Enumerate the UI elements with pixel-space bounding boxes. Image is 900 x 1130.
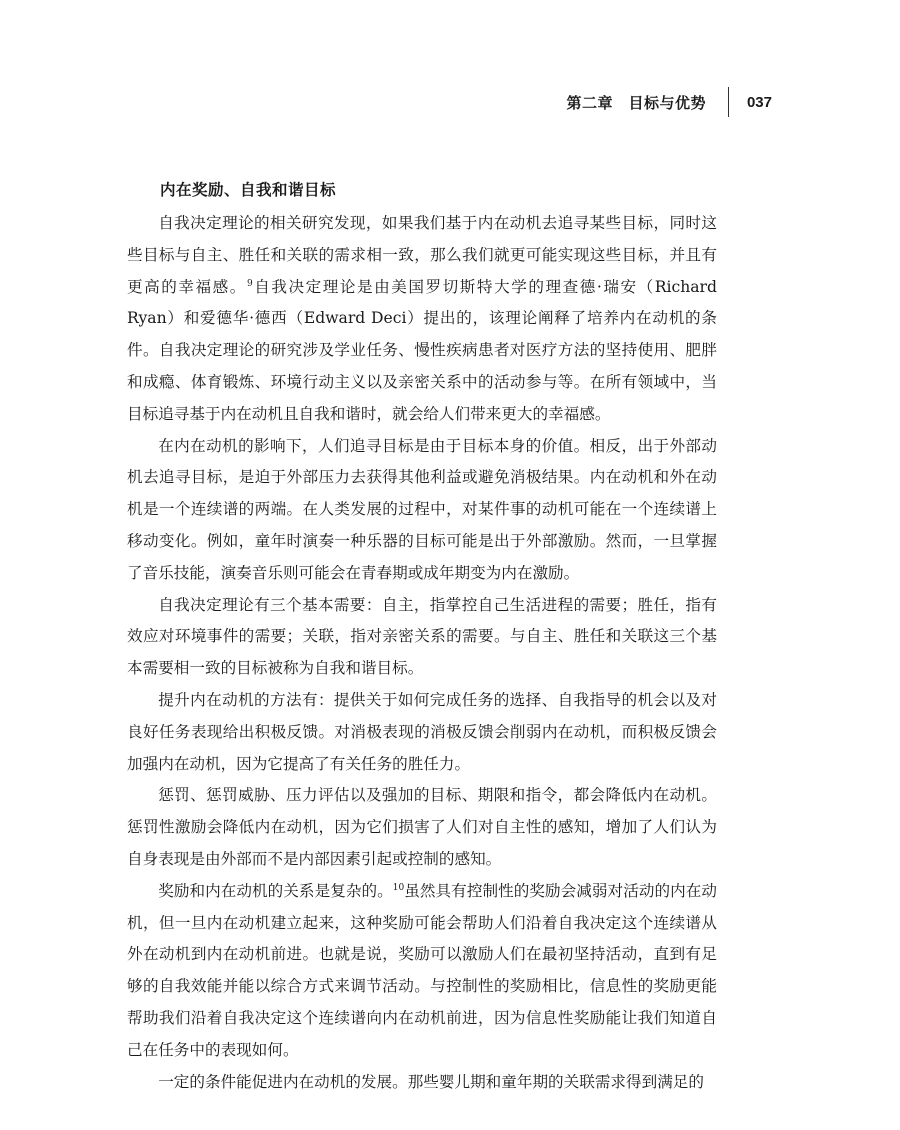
paragraph-3: 自我决定理论有三个基本需要：自主，指掌控自己生活进程的需要；胜任，指有效应对环境事件的需要；关联，指对亲密关系的需要。与自主、胜任和关联这三个基本需要相一致的目标被称为自我和谐目标。 — [127, 595, 717, 678]
paragraph-1 — [127, 208, 717, 431]
paragraph-2: 在内在动机的影响下，人们追寻目标是由于目标本身的价值。相反，出于外部动机去追寻目标，是迫于外部压力去获得其他利益或避免消极结果。内在动机和外在动机是一个连续谱的两端。在人类发展的过程中，对某件事的动机可能在一个连续谱上移动变化。例如，童年时演奏一种乐器的目标可能是出于外部激励。然而，一旦掌握了音乐技能，演奏音乐则可能会在青春期或成年期变为内在激励。 — [127, 436, 717, 582]
footnote-ref-10: 10 — [392, 882, 405, 893]
page-number: 037 — [746, 93, 772, 111]
paragraph-4: 提升内在动机的方法有：提供关于如何完成任务的选择、自我指导的机会以及对良好任务表现给出积极反馈。对消极表现的消极反馈会削弱内在动机，而积极反馈会加强内在动机，因为它提高了有关任务的胜任力。 — [127, 690, 717, 773]
paragraph-1-text-b: 自我决定理论是由美国罗切斯特大学的理查德·瑞安（Richard Ryan）和爱德华·德西（Edward Deci）提出的，该理论阐释了培养内在动机的条件。自我决定理论的研究涉及学业任务、慢性疾病患者对医疗方法的坚持使用、肥胖和成瘾、体育锻炼、环境行动主义以及亲密关系中的活动参与等。在所有领域中，当目标追寻基于内在动机且自我和谐时，就会给人们带来更大的幸福感。 — [127, 277, 717, 423]
paragraph-6-text-b: 虽然具有控制性的奖励会减弱对活动的内在动机，但一旦内在动机建立起来，这种奖励可能会帮助人们沿着自我决定这个连续谱从外在动机到内在动机前进。也就是说，奖励可以激励人们在最初坚持活动，直到有足够的自我效能并能以综合方式来调节活动。与控制性的奖励相比，信息性的奖励更能帮助我们沿着自我决定这个连续谱向内在动机前进，因为信息性奖励能让我们知道自己在任务中的表现如何。 — [127, 881, 717, 1059]
paragraph-7: 一定的条件能促进内在动机的发展。那些婴儿期和童年期的关联需求得到满足的 — [158, 1072, 704, 1091]
paragraph-6 — [127, 876, 717, 1067]
paragraph-1-text-a: 自我决定理论的相关研究发现，如果我们基于内在动机去追寻某些目标，同时这些目标与自主、胜任和关联的需求相一致，那么我们就更可能实现这些目标，并且有更高的幸福感。 — [127, 214, 717, 296]
footnote-ref-9: 9 — [246, 278, 253, 289]
paragraph-5: 惩罚、惩罚威胁、压力评估以及强加的目标、期限和指令，都会降低内在动机。惩罚性激励会降低内在动机，因为它们损害了人们对自主性的感知，增加了人们认为自身表现是由外部而不是内部因素引起或控制的感知。 — [127, 786, 717, 868]
running-header — [566, 88, 772, 116]
main-content — [127, 176, 717, 1098]
section-heading: 内在奖励、自我和谐目标 — [160, 181, 337, 199]
header-divider — [728, 87, 729, 117]
chapter-title: 第二章 目标与优势 — [566, 93, 706, 112]
paragraph-6-text-a: 奖励和内在动机的关系是复杂的。 — [158, 881, 393, 900]
